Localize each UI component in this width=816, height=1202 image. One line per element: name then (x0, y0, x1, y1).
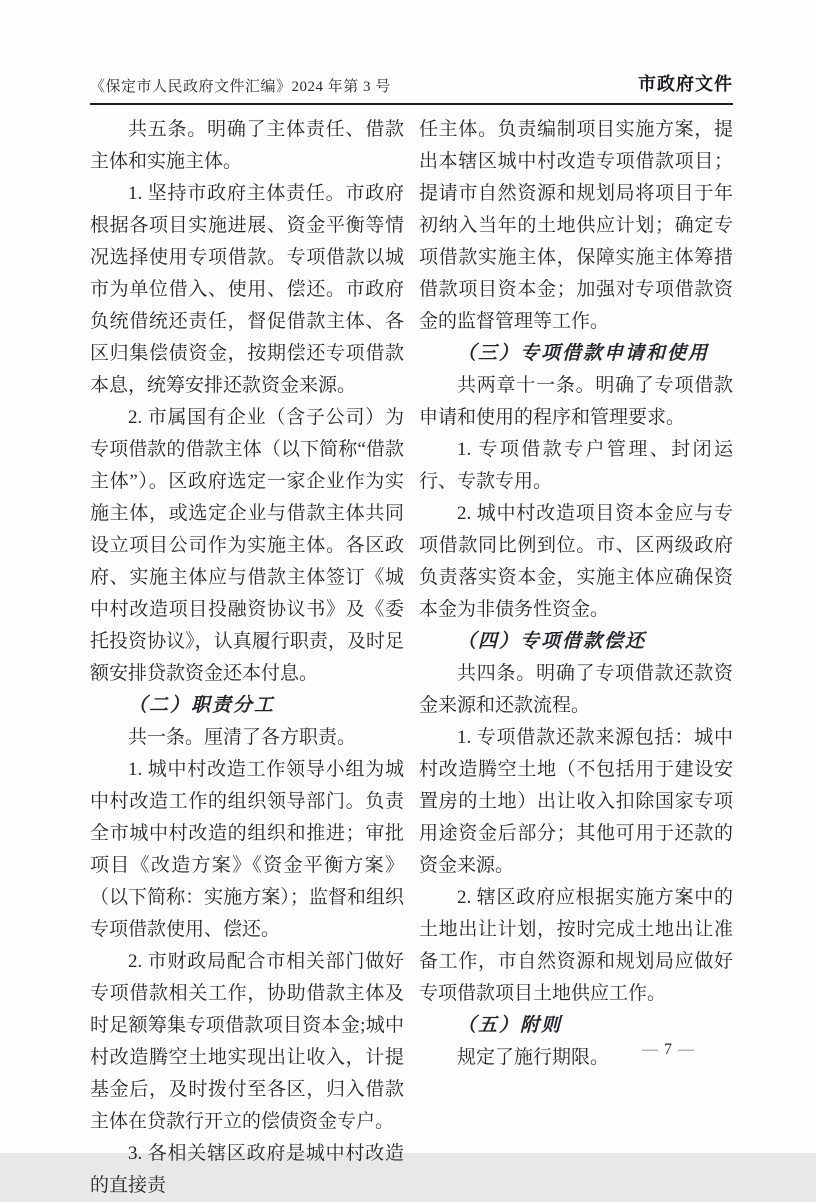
paragraph: 任主体。负责编制项目实施方案，提出本辖区城中村改造专项借款项目；提请市自然资源和规划局将项目于年初纳入当年的土地供应计划；确定专项借款实施主体，保障实施主体筹措借款项目资本金；加强对专项借款资金的监督管理等工作。 (419, 119, 733, 332)
paragraph: 共两章十一条。明确了专项借款申请和使用的程序和管理要求。 (419, 375, 733, 428)
section-heading: （三）专项借款申请和使用 (457, 343, 710, 364)
paragraph: 规定了施行期限。 (457, 1047, 610, 1068)
paragraph: 2. 市属国有企业（含子公司）为专项借款的借款主体（以下简称“借款主体”）。区政府选定一家企业作为实施主体，或选定企业与借款主体共同设立项目公司作为实施主体。各区政府、实施主体应与借款主体签订《城中村改造项目投融资协议书》及《委托投资协议》，认真履行职责，及时足额安排贷款资金还本付息。 (90, 407, 404, 684)
page-number-dash-right: — (678, 1041, 694, 1058)
section-heading: （二）职责分工 (128, 695, 276, 716)
left-column (90, 114, 404, 1202)
paragraph: 共一条。厘清了各方职责。 (128, 727, 357, 748)
page-number-dash-left: — (642, 1041, 658, 1058)
page-number-value: 7 (664, 1041, 672, 1058)
section-heading: （四）专项借款偿还 (457, 631, 647, 652)
paragraph: 1. 坚持市政府主体责任。市政府根据各项目实施进展、资金平衡等情况选择使用专项借款。专项借款以城市为单位借入、使用、偿还。市政府负统借统还责任，督促借款主体、各区归集偿债资金，按期偿还专项借款本息，统筹安排还款资金来源。 (90, 183, 404, 396)
page-header (90, 70, 733, 105)
paragraph: 共五条。明确了主体责任、借款主体和实施主体。 (90, 119, 404, 172)
header-doc-category: 市政府文件 (638, 74, 733, 94)
paragraph: 2. 辖区政府应根据实施方案中的土地出让计划，按时完成土地出让准备工作，市自然资源和规划局应做好专项借款项目土地供应工作。 (419, 887, 733, 1004)
paragraph: 1. 专项借款专户管理、封闭运行、专款专用。 (419, 439, 733, 492)
page-number (618, 1040, 718, 1060)
right-column (419, 114, 733, 1202)
paragraph: 2. 城中村改造项目资本金应与专项借款同比例到位。市、区两级政府负责落实资本金，实施主体应确保资本金为非债务性资金。 (419, 503, 733, 620)
document-body (90, 114, 733, 1202)
paragraph: 2. 市财政局配合市相关部门做好专项借款相关工作，协助借款主体及时足额筹集专项借款项目资本金;城中村改造腾空土地实现出让收入，计提基金后，及时拨付至各区，归入借款主体在贷款行开立的偿债资金专户。 (90, 951, 404, 1132)
header-compilation-title: 《保定市人民政府文件汇编》2024 年第 3 号 (90, 79, 391, 95)
paragraph: 3. 各相关辖区政府是城中村改造的直接责 (90, 1143, 404, 1196)
paragraph: 共四条。明确了专项借款还款资金来源和还款流程。 (419, 663, 733, 716)
paragraph: 1. 专项借款还款来源包括：城中村改造腾空土地（不包括用于建设安置房的土地）出让收入扣除国家专项用途资金后部分；其他可用于还款的资金来源。 (419, 727, 733, 876)
section-heading: （五）附则 (457, 1015, 563, 1036)
paragraph: 1. 城中村改造工作领导小组为城中村改造工作的组织领导部门。负责全市城中村改造的组织和推进；审批项目《改造方案》《资金平衡方案》（以下简称：实施方案）；监督和组织专项借款使用、偿还。 (90, 759, 404, 940)
